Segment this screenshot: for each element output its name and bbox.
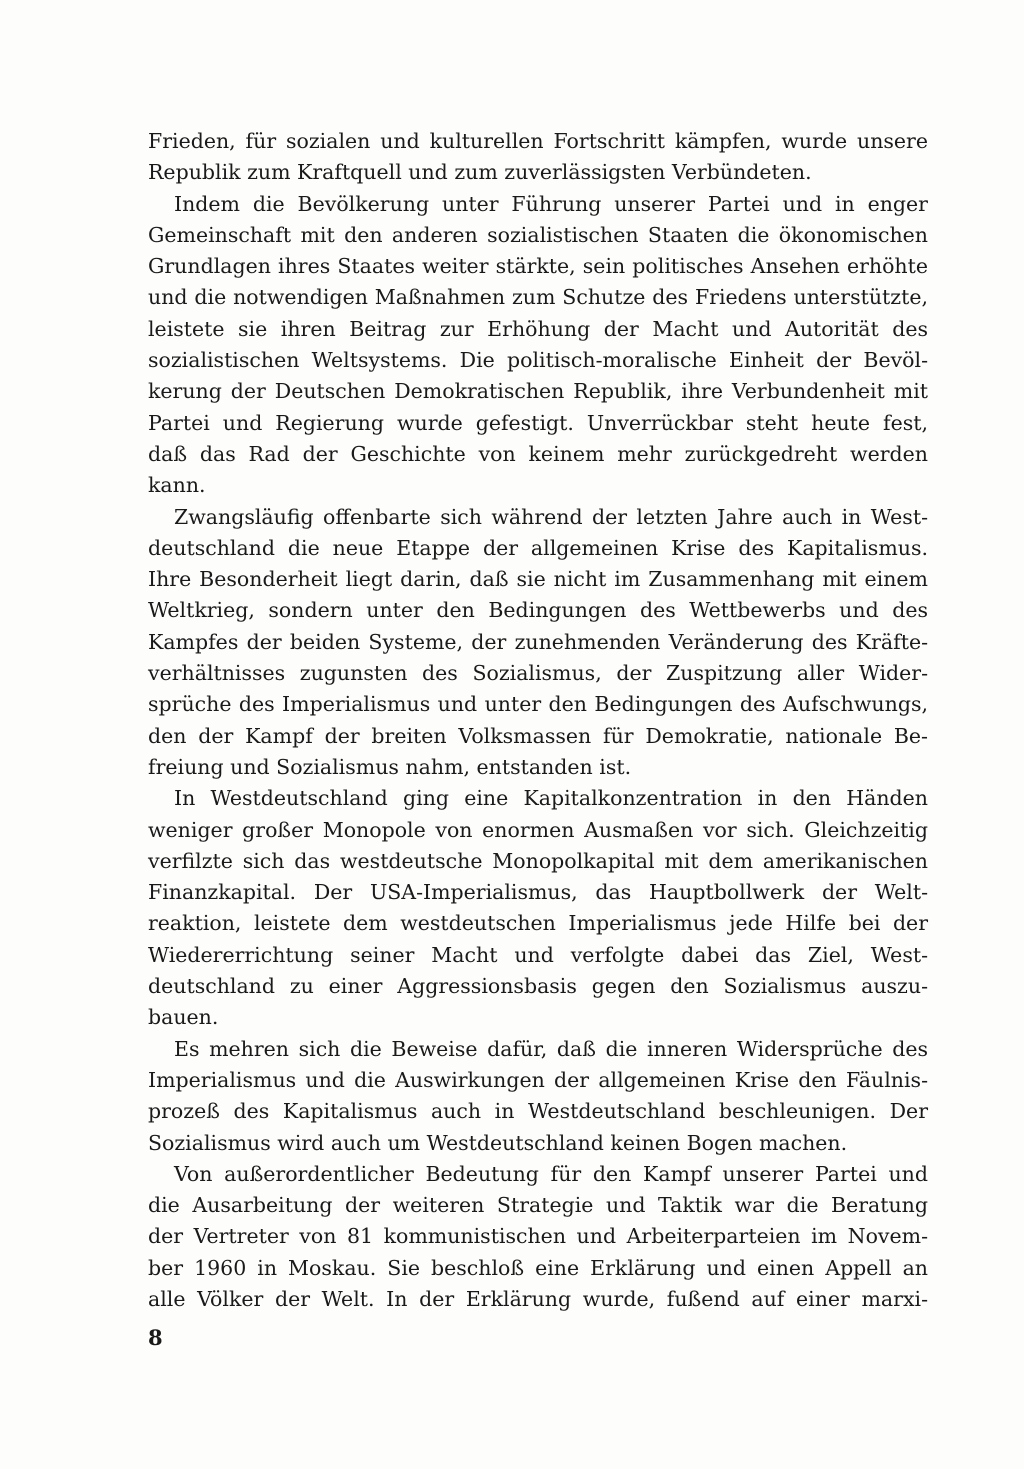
text-line: verfilzte sich das westdeutsche Monopolkapital mit dem amerikanischen [148,848,928,873]
text-line: deutschland zu einer Aggressionsbasis gegen den Sozialismus auszu- [148,974,928,999]
text-line: ber 1960 in Moskau. Sie beschloß eine Erklärung und einen Appell an [148,1255,928,1280]
paragraph [148,1034,928,1159]
text-line: Weltkrieg, sondern unter den Bedingungen des Wettbewerbs und des [148,598,928,623]
text-line: prozeß des Kapitalismus auch in Westdeutschland beschleunigen. Der [148,1099,928,1124]
text-line: freiung und Sozialismus nahm, entstanden ist. [148,754,632,779]
text-line: Wiedererrichtung seiner Macht und verfolgte dabei das Ziel, West- [148,942,928,967]
text-line: Imperialismus und die Auswirkungen der allgemeinen Krise den Fäulnis- [148,1067,928,1092]
paragraph [148,126,928,189]
text-line: sozialistischen Weltsystems. Die politisch-moralische Einheit der Bevöl- [148,348,928,373]
text-line: Finanzkapital. Der USA-Imperialismus, das Hauptbollwerk der Welt- [148,880,928,905]
text-line: Indem die Bevölkerung unter Führung unserer Partei und in enger [174,191,928,216]
text-line: Gemeinschaft mit den anderen sozialistischen Staaten die ökonomischen [148,222,928,247]
text-line: Frieden, für sozialen und kulturellen Fortschritt kämpfen, wurde unsere [148,129,928,153]
paragraph [148,502,928,784]
page-number: 8 [148,1325,163,1350]
text-line: bauen. [148,1005,219,1030]
body-text [148,126,928,1315]
paragraph [148,189,928,502]
text-line: Partei und Regierung wurde gefestigt. Unverrückbar steht heute fest, [148,410,928,435]
paragraph [148,1159,928,1315]
text-line: Ihre Besonderheit liegt darin, daß sie nicht im Zusammenhang mit einem [148,567,928,592]
text-line: Zwangsläufig offenbarte sich während der letzten Jahre auch in West- [174,504,928,529]
text-line: leistete sie ihren Beitrag zur Erhöhung der Macht und Autorität des [148,316,928,341]
text-line: Es mehren sich die Beweise dafür, daß die inneren Widersprüche des [174,1036,928,1061]
text-line: Von außerordentlicher Bedeutung für den Kampf unserer Partei und [174,1161,928,1186]
text-line: Republik zum Kraftquell und zum zuverlässigsten Verbündeten. [148,160,812,185]
text-line: der Vertreter von 81 kommunistischen und Arbeiterparteien im Novem- [148,1224,928,1249]
text-line: reaktion, leistete dem westdeutschen Imperialismus jede Hilfe bei der [148,911,928,936]
text-line: kerung der Deutschen Demokratischen Republik, ihre Verbundenheit mit [148,379,928,404]
text-line: In Westdeutschland ging eine Kapitalkonzentration in den Händen [174,786,928,811]
text-line: daß das Rad der Geschichte von keinem mehr zurückgedreht werden [148,441,928,466]
text-line: Grundlagen ihres Staates weiter stärkte, sein politisches Ansehen erhöhte [148,254,928,279]
text-line: Sozialismus wird auch um Westdeutschland keinen Bogen machen. [148,1130,848,1155]
text-line: alle Völker der Welt. In der Erklärung wurde, fußend auf einer marxi- [148,1286,928,1311]
text-line: sprüche des Imperialismus und unter den Bedingungen des Aufschwungs, [148,692,928,717]
text-line: kann. [148,473,206,498]
text-line: deutschland die neue Etappe der allgemeinen Krise des Kapitalismus. [148,535,928,560]
text-line: und die notwendigen Maßnahmen zum Schutze des Friedens unterstützte, [148,285,928,310]
text-line: die Ausarbeitung der weiteren Strategie und Taktik war die Beratung [148,1193,928,1218]
text-line: den der Kampf der breiten Volksmassen für Demokratie, nationale Be- [148,723,928,748]
text-line: Kampfes der beiden Systeme, der zunehmenden Veränderung des Kräfte- [148,629,928,654]
text-line: weniger großer Monopole von enormen Ausmaßen vor sich. Gleichzeitig [148,817,928,842]
paragraph [148,783,928,1033]
text-line: verhältnisses zugunsten des Sozialismus, der Zuspitzung aller Wider- [148,661,928,686]
